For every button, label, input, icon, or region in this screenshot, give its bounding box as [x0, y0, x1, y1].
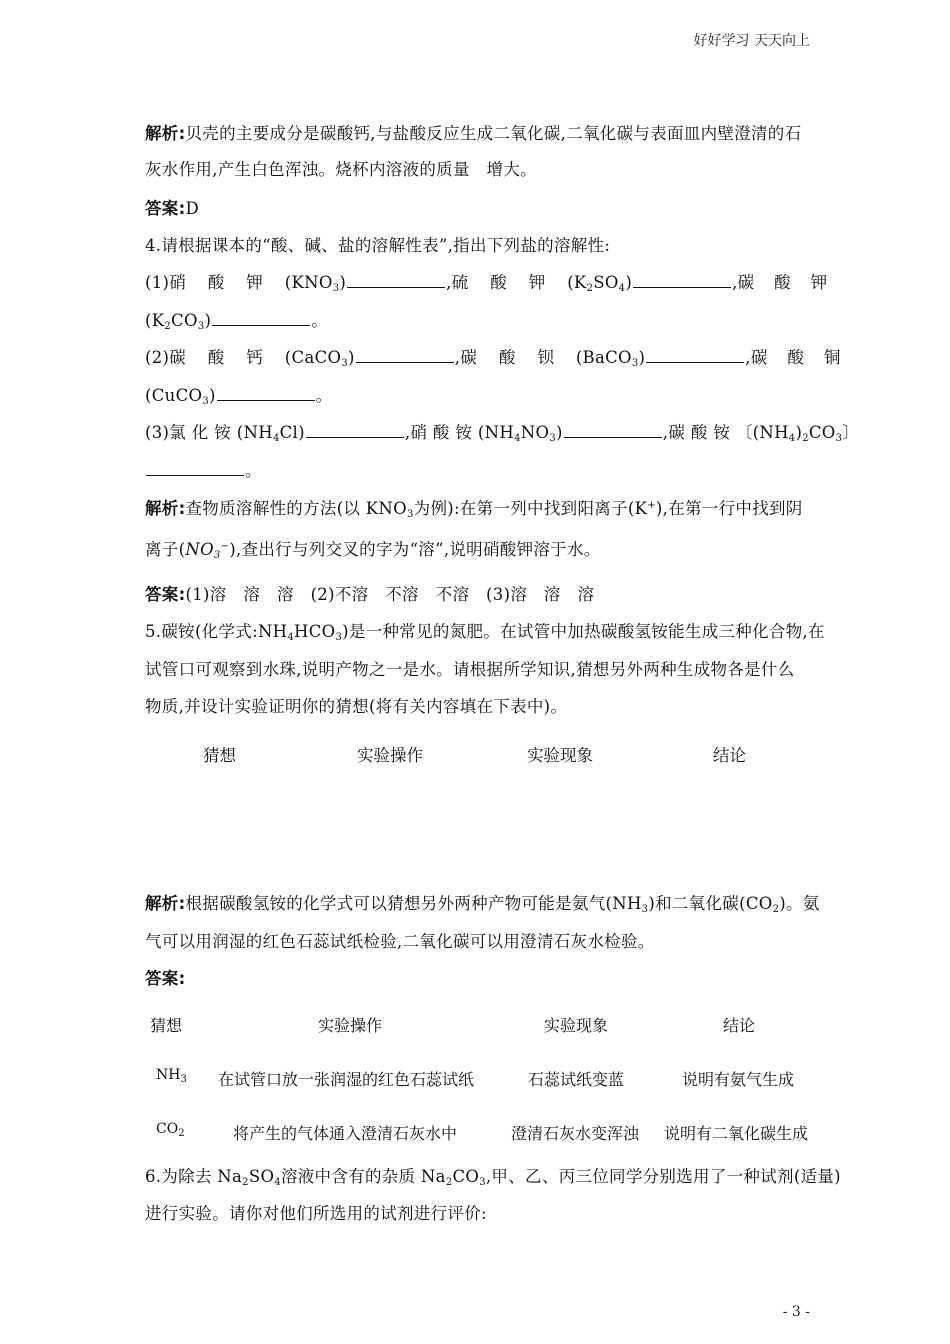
q4-analysis-line-2: 离子$(NO_3^-)$,查出行与列交叉的字为“溶”,说明硝酸钾溶于水。	[145, 540, 601, 561]
answer-blank[interactable]	[356, 361, 454, 363]
answer-table-header-operation: 实验操作	[318, 1016, 383, 1035]
q3-analysis-line-1: 解析:贝壳的主要成分是碳酸钙,与盐酸反应生成二氧化碳,二氧化碳与表面皿内壁澄清的石	[145, 124, 802, 143]
answer-blank[interactable]	[146, 474, 244, 476]
answer-row-2-guess: $CO_2$	[156, 1121, 185, 1139]
q4-part-1-cont: $(K_2CO_3)$ 。	[145, 311, 329, 332]
page-number: - 3 -	[782, 1304, 810, 1320]
answer-row-2-phenomenon: 澄清石灰水变浑浊	[511, 1124, 640, 1143]
answer-row-2-operation: 将产生的气体通入澄清石灰水中	[233, 1124, 458, 1143]
answer-table-header-phenomenon: 实验现象	[544, 1016, 609, 1035]
answer-table-header-guess: 猜想	[150, 1016, 183, 1035]
q3-answer: 答案:D	[145, 199, 200, 218]
q5-analysis-label: 解析:	[145, 894, 186, 913]
answer-blank[interactable]	[633, 286, 731, 288]
q5-table-header-guess: 猜想	[203, 746, 236, 765]
q4-part-3: (3)氯化铵$(NH_4Cl)$ ,硝酸铵$(NH_4NO_3)$ ,碳酸铵〔$(NH_4)_2CO_3$〕	[145, 423, 860, 444]
q4-part-3-cont: 。	[145, 460, 262, 482]
q4-stem: 4.请根据课本的“酸、碱、盐的溶解性表”,指出下列盐的溶解性:	[145, 236, 611, 255]
answer-blank[interactable]	[306, 436, 404, 438]
answer-blank[interactable]	[217, 399, 315, 401]
q5-analysis-line-2: 气可以用润湿的红色石蕊试纸检验,二氧化碳可以用澄清石灰水检验。	[145, 932, 655, 951]
q4-answer-label: 答案:	[145, 585, 186, 604]
answer-blank[interactable]	[212, 324, 310, 326]
q4-part-1: (1)硝酸钾$(KNO_3)$ ,硫酸钾$(K_2SO_4)$ ,碳酸钾	[145, 273, 848, 294]
answer-blank[interactable]	[646, 361, 744, 363]
answer-row-1-phenomenon: 石蕊试纸变蓝	[528, 1070, 625, 1089]
q5-table-header-phenomenon: 实验现象	[527, 746, 593, 765]
q3-analysis-label: 解析:	[145, 124, 186, 143]
answer-row-1-operation: 在试管口放一张润湿的红色石蕊试纸	[218, 1070, 475, 1089]
q4-part-2: (2)碳酸钙(CaCO$_3$) ,碳酸钡(BaCO$_3$) ,碳酸铜	[145, 348, 861, 369]
q5-stem-line-1: 5.碳铵(化学式$:NH_4HCO_3$)是一种常见的氮肥。在试管中加热碳酸氢铵能生成三种化合物,在	[145, 622, 825, 643]
q6-stem-line-2: 进行实验。请你对他们所选用的试剂进行评价:	[145, 1204, 487, 1223]
q4-answer: 答案:(1)溶 溶 溶 (2)不溶 不溶 不溶 (3)溶 溶 溶	[145, 585, 595, 604]
q5-analysis-line-1: 解析:根据碳酸氢铵的化学式可以猜想另外两种产物可能是氨气$(NH_3)$和二氧化碳$(CO_2)$。氨	[145, 894, 820, 915]
q5-table-header-operation: 实验操作	[357, 746, 423, 765]
nitrate-ion-formula: $NO_3^-$	[185, 540, 230, 561]
answer-table-header-conclusion: 结论	[723, 1016, 756, 1035]
q4-analysis-label: 解析:	[145, 499, 186, 518]
header-rule	[140, 54, 810, 55]
answer-row-1-guess: $NH_3$	[156, 1067, 187, 1085]
q5-table-header-conclusion: 结论	[713, 746, 746, 765]
q4-analysis-line-1: 解析:查物质溶解性的方法(以 $KNO_3$为例):在第一列中找到阳离子(K+),在第一行中找到阴	[145, 499, 803, 520]
q3-analysis-line-2: 灰水作用,产生白色浑浊。烧杯内溶液的质量 增大。	[145, 160, 537, 179]
page-header: 好好学习 天天向上	[693, 33, 810, 49]
q5-answer-label: 答案:	[145, 969, 186, 988]
answer-blank[interactable]	[347, 286, 445, 288]
answer-row-2-conclusion: 说明有二氧化碳生成	[664, 1124, 809, 1143]
q4-part-2-cont: (CuCO$_3$) 。	[145, 386, 333, 407]
q6-stem-line-1: 6.为除去 $Na_2SO_4$溶液中含有的杂质 $Na_2CO_3$,甲、乙、丙三位同学分别选用了一种试剂(适量)	[145, 1167, 841, 1188]
q5-answer-label-line	[145, 968, 186, 990]
answer-blank[interactable]	[564, 436, 662, 438]
q3-answer-label: 答案:	[145, 199, 186, 218]
answer-row-1-conclusion: 说明有氨气生成	[682, 1070, 795, 1089]
q5-stem-line-2: 试管口可观察到水珠,说明产物之一是水。请根据所学知识,猜想另外两种生成物各是什么	[145, 660, 795, 679]
q5-stem-line-3: 物质,并设计实验证明你的猜想(将有关内容填在下表中)。	[145, 697, 568, 716]
